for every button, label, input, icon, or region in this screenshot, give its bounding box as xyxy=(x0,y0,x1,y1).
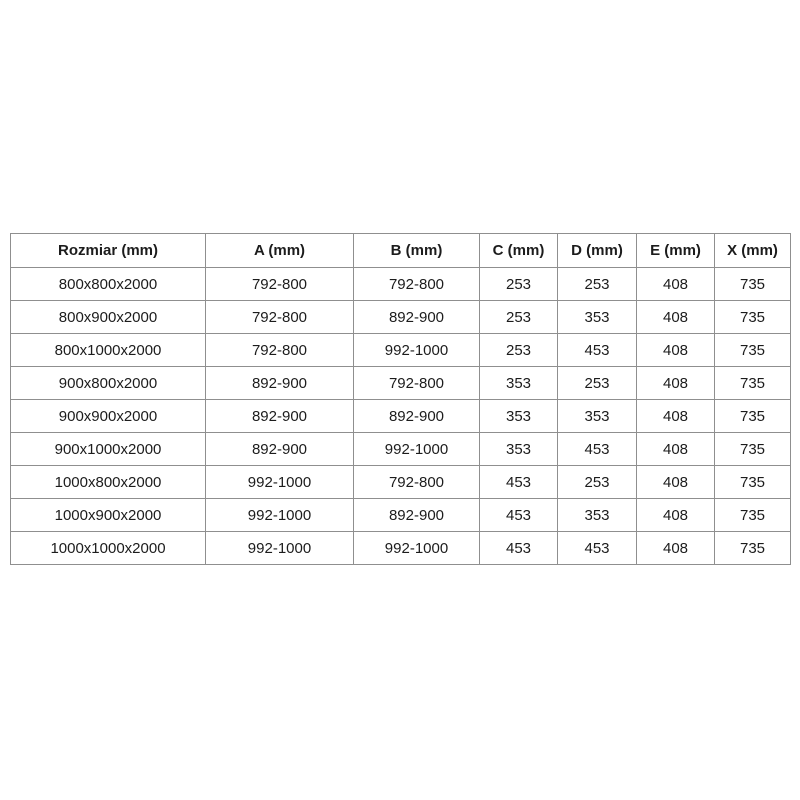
table-cell-a: 792-800 xyxy=(206,268,354,301)
table-cell-e: 408 xyxy=(637,367,715,400)
table-cell-b: 792-800 xyxy=(354,268,480,301)
table-cell-d: 453 xyxy=(558,433,637,466)
table-cell-d: 453 xyxy=(558,532,637,565)
table-cell-rozmiar: 800x800x2000 xyxy=(11,268,206,301)
table-cell-c: 353 xyxy=(480,400,558,433)
table-cell-c: 453 xyxy=(480,532,558,565)
table-cell-e: 408 xyxy=(637,301,715,334)
table-cell-a: 792-800 xyxy=(206,301,354,334)
table-cell-b: 792-800 xyxy=(354,466,480,499)
table-cell-c: 453 xyxy=(480,466,558,499)
table-cell-x: 735 xyxy=(715,301,791,334)
table-cell-c: 353 xyxy=(480,367,558,400)
table-cell-rozmiar: 900x900x2000 xyxy=(11,400,206,433)
table-cell-rozmiar: 900x800x2000 xyxy=(11,367,206,400)
table-cell-x: 735 xyxy=(715,466,791,499)
table-cell-d: 253 xyxy=(558,268,637,301)
table-cell-a: 892-900 xyxy=(206,367,354,400)
table-cell-a: 892-900 xyxy=(206,400,354,433)
table-cell-x: 735 xyxy=(715,367,791,400)
table-cell-a: 792-800 xyxy=(206,334,354,367)
table-cell-d: 253 xyxy=(558,466,637,499)
dimensions-table xyxy=(10,233,791,565)
table-cell-d: 353 xyxy=(558,400,637,433)
table-header-row xyxy=(11,234,791,268)
table-cell-b: 992-1000 xyxy=(354,433,480,466)
table-cell-x: 735 xyxy=(715,334,791,367)
column-header-rozmiar: Rozmiar (mm) xyxy=(11,234,206,268)
table-cell-e: 408 xyxy=(637,400,715,433)
table-cell-b: 892-900 xyxy=(354,301,480,334)
table-cell-c: 453 xyxy=(480,499,558,532)
table-row xyxy=(11,400,791,433)
table-cell-c: 353 xyxy=(480,433,558,466)
table-cell-x: 735 xyxy=(715,532,791,565)
column-header-a: A (mm) xyxy=(206,234,354,268)
table-cell-x: 735 xyxy=(715,400,791,433)
table-cell-a: 992-1000 xyxy=(206,466,354,499)
table-body xyxy=(11,268,791,565)
table-row xyxy=(11,532,791,565)
table-row xyxy=(11,268,791,301)
table-row xyxy=(11,367,791,400)
table-cell-e: 408 xyxy=(637,433,715,466)
table-cell-a: 892-900 xyxy=(206,433,354,466)
table-cell-rozmiar: 1000x1000x2000 xyxy=(11,532,206,565)
table-cell-c: 253 xyxy=(480,334,558,367)
table-cell-x: 735 xyxy=(715,433,791,466)
table-row xyxy=(11,433,791,466)
table-cell-rozmiar: 900x1000x2000 xyxy=(11,433,206,466)
table-cell-e: 408 xyxy=(637,532,715,565)
column-header-c: C (mm) xyxy=(480,234,558,268)
table-cell-c: 253 xyxy=(480,268,558,301)
table-cell-e: 408 xyxy=(637,268,715,301)
table-cell-rozmiar: 1000x800x2000 xyxy=(11,466,206,499)
table-row xyxy=(11,466,791,499)
table-cell-b: 892-900 xyxy=(354,499,480,532)
table-cell-rozmiar: 1000x900x2000 xyxy=(11,499,206,532)
table-cell-x: 735 xyxy=(715,268,791,301)
column-header-x: X (mm) xyxy=(715,234,791,268)
table-cell-d: 353 xyxy=(558,499,637,532)
table-cell-rozmiar: 800x1000x2000 xyxy=(11,334,206,367)
table-cell-e: 408 xyxy=(637,466,715,499)
table-cell-b: 992-1000 xyxy=(354,532,480,565)
table-cell-b: 992-1000 xyxy=(354,334,480,367)
table-cell-rozmiar: 800x900x2000 xyxy=(11,301,206,334)
table-cell-d: 453 xyxy=(558,334,637,367)
table-cell-d: 353 xyxy=(558,301,637,334)
table-cell-e: 408 xyxy=(637,334,715,367)
column-header-e: E (mm) xyxy=(637,234,715,268)
table-cell-d: 253 xyxy=(558,367,637,400)
column-header-b: B (mm) xyxy=(354,234,480,268)
table-cell-a: 992-1000 xyxy=(206,499,354,532)
table-cell-c: 253 xyxy=(480,301,558,334)
table-row xyxy=(11,334,791,367)
table-row xyxy=(11,301,791,334)
table-cell-b: 892-900 xyxy=(354,400,480,433)
table-cell-b: 792-800 xyxy=(354,367,480,400)
table-cell-a: 992-1000 xyxy=(206,532,354,565)
column-header-d: D (mm) xyxy=(558,234,637,268)
table-row xyxy=(11,499,791,532)
table-cell-x: 735 xyxy=(715,499,791,532)
table-cell-e: 408 xyxy=(637,499,715,532)
